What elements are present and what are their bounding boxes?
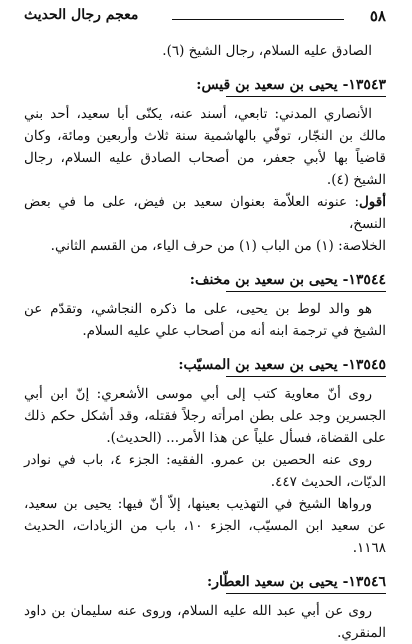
title-underline: [226, 291, 386, 292]
entry-paragraph: الأنصاري المدني: تابعي، أسند عنه، يكنّى أبا سعيد، أحد بني مالك بن النجّار، توفّي بالهاشمية سنة ثلاث وأربعين ومائة، وكان قاضياً بها لأبي جعفر، من أصحاب الصادق عليه السلام، رجال الشيخ (٤).: [24, 106, 386, 188]
title-underline: [226, 593, 386, 594]
entry-title: ١٣٥٤٦- يحيى بن سعيد العطّار:: [207, 574, 386, 590]
entry-13543: [24, 74, 386, 257]
entry-paragraph: روى أنّ معاوية كتب إلى أبي موسى الأشعري: إنّ ابن أبي الجسرين وجد على بطن امرأته رجلاً فقتله، وقد أشكل حكم ذلك على القضاة، فسأل علياً عن هذا الأمر... (الحديث).: [24, 386, 386, 446]
note-text: : عنونه العلاّمة بعنوان سعيد بن فيض، على ما في بعض النسخ،: [24, 194, 386, 232]
entry-title: ١٣٥٤٥- يحيى بن سعيد بن المسيّب:: [178, 357, 386, 373]
entry-paragraph: الخلاصة: (١) من الباب (١) من حرف الياء، من القسم الثاني.: [50, 238, 386, 254]
entry-paragraph: روى عن أبي عبد الله عليه السلام، وروى عنه سليمان بن داود المنقري.: [24, 603, 386, 641]
page-content: [24, 40, 386, 644]
entry-paragraph: ورواها الشيخ في التهذيب بعينها، إلاّ أنّ فيها: يحيى بن سعيد، عن سعيد ابن المسيّب، الجزء ١٠، باب من الزيادات، الحديث ١١٦٨.: [24, 496, 386, 556]
continuation-text: الصادق عليه السلام، رجال الشيخ (٦).: [162, 43, 372, 59]
entry-13544: [24, 269, 386, 342]
page-header: [24, 5, 386, 27]
title-underline: [226, 376, 386, 377]
page-number: ٥٨: [369, 7, 386, 25]
header-rule: [172, 19, 344, 20]
entry-paragraph: روى عنه الحصين بن عمرو. الفقيه: الجزء ٤، باب في نوادر الديّات، الحديث ٤٤٧.: [24, 452, 386, 490]
running-title: معجم رجال الحديث: [24, 7, 139, 23]
title-underline: [226, 96, 386, 97]
entry-title: ١٣٥٤٣- يحيى بن سعيد بن قيس:: [196, 77, 386, 93]
entry-13546: [24, 571, 386, 644]
entry-13545: [24, 354, 386, 559]
entry-paragraph: هو والد لوط بن يحيى، على ما ذكره النجاشي، وتقدّم عن الشيخ في ترجمة ابنه أنه من أصحاب علي عليه السلام.: [24, 301, 386, 339]
entry-note: [24, 191, 386, 235]
note-label: أقول: [359, 194, 386, 210]
entry-title: ١٣٥٤٤- يحيى بن سعيد بن مخنف:: [189, 272, 386, 288]
